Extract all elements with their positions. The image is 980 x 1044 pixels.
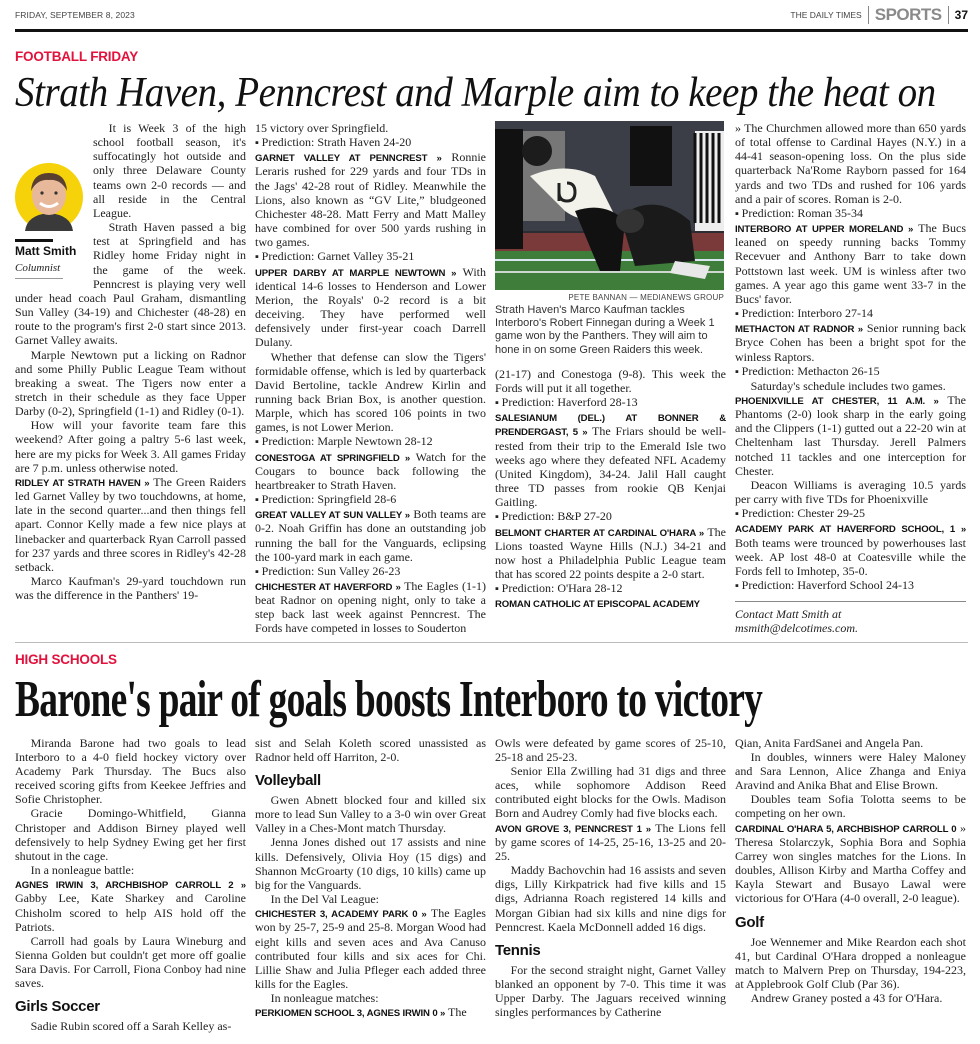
game-kicker: CONESTOGA AT SPRINGFIELD » [255,452,411,464]
top-kicker: FOOTBALL FRIDAY [15,49,139,64]
body-text: The Phantoms (2-0) look sharp in the early going and the Clippers (1-1) gutted out a 22-20 win at Cheltenham last Thursday. Jerell Palmers notched 11 tackles and one interception for Chester. [735,392,966,478]
body-text: The [448,1005,467,1020]
body-text: (21-17) and Conestoga (9-8). This week the Fords will put it all together. [495,366,726,395]
body-text: Owls were defeated by game scores of 25-10, 25-18 and 25-23. [495,735,726,764]
body-text: Prediction: Haverford 28-13 [501,395,638,410]
body-text: » Theresa Stolarczyk, Sophia Bora and Sophia Carrey won singles matches for the Lions. In doubles, Allison Kirby and Martha Coffey and Kayla Stewart and Busayo Lawal were victorious for O'Hara (4-0 overall, 2-0 league). [735,820,966,906]
body-text: Qian, Anita FardSanei and Angela Pan. [735,735,924,750]
body-text: Gracie Domingo-Whitfield, Gianna Christoper and Addison Birney played well defensively to help Sydney Ewing get her first shutout in the cage. [15,806,246,863]
game-preview [255,1005,486,1019]
game-preview [15,877,246,934]
paragraph-continued [495,736,726,764]
body-text: Prediction: Strath Haven 24-20 [261,135,412,150]
paragraph [735,935,966,992]
game-kicker: ACADEMY PARK AT HAVERFORD SCHOOL, 1 » [735,524,966,536]
game-preview [255,906,486,991]
section-divider [15,642,968,643]
paragraph [255,991,486,1005]
subhead-text: Golf [735,913,764,931]
prediction [495,509,726,524]
body-text: Andrew Graney posted a 43 for O'Hara. [750,991,943,1006]
body-text: In doubles, winners were Haley Maloney and Sara Lennon, Alice Zhanga and Eniya Aravind and Anika Bhat and Elise Brown. [735,749,966,793]
game-preview [495,596,726,610]
game-kicker: UPPER DARBY AT MARPLE NEWTOWN » [255,267,457,279]
body-text: The Green Raiders led Garnet Valley by two touchdowns, at home, late in the second quarter...and then things fell apart. Connor Kelly made a few nice plays at linebacker and quarterback Ryan Carroll passed for 237 yards and three scores in Ridley's 42-28 setback. [15,474,246,574]
top-headline: Strath Haven, Penncrest and Marple aim to keep the heat on [15,70,936,116]
bottom-column-1 [15,736,246,1034]
game-kicker: RIDLEY AT STRATH HAVEN » [15,477,150,489]
paragraph-continued [495,367,726,395]
game-kicker: CHICHESTER AT HAVERFORD » [255,582,401,593]
body-text: Joe Wennemer and Mike Reardon each shot 41, but Cardinal O'Hara dropped a nonleague match to Malvern Prep on Thursday, 194-223, at Applebrook Golf Club (Par 36). [735,934,966,991]
prediction [735,206,966,221]
author-box [15,163,85,279]
body-text: Senior Ella Zwilling had 31 digs and three aces, while sophomore Addison Reed contributed eight blocks for the Owls. Madison Born and Audrey Comly had five blocks each. [495,763,726,821]
body-text: In a nonleague battle: [30,863,135,878]
bottom-article [15,736,968,1034]
body-text: The Eagles (1-1) beat Radnor on opening night, only to take a step back last week against Penncrest. The Fords have competed in losses to Souderton [255,579,486,636]
paragraph [15,1019,246,1033]
bottom-headline: Barone's pair of goals boosts Interboro to victory [15,670,763,728]
subhead [495,942,726,960]
game-preview [735,521,966,578]
paragraph [255,793,486,835]
body-text: Deacon Williams is averaging 10.5 yards per carry with five TDs for Phoenixville [735,477,966,507]
paragraph-continued [735,121,966,206]
game-preview [255,507,486,564]
body-text: Sadie Rubin scored off a Sarah Kelley as- [30,1019,232,1034]
author-rule [15,239,53,242]
bottom-column-4 [735,736,966,1006]
game-kicker: METHACTON AT RADNOR » [735,324,863,336]
contact-line [735,601,966,635]
body-text: With identical 14-6 losses to Henderson and Lower Merion, the Royals' 0-2 record is a bit deceiving. They have performed well defensively under first-year coach Darrell Dulany. [255,264,486,350]
subhead-text: Volleyball [255,771,321,789]
game-preview [255,265,486,350]
paragraph [255,892,486,906]
top-column-4 [735,121,966,635]
game-preview [255,150,486,249]
game-preview [495,410,726,509]
subhead [15,998,246,1016]
body-text: Both teams are 0-2. Noah Griffin has done an outstanding job running the ball for the Vanguards, eclipsing the 100-yard mark in each game. [255,507,486,564]
paragraph-continued [255,736,486,764]
body-text: Prediction: Haverford School 24-13 [741,578,914,592]
body-text: Prediction: Roman 35-34 [741,205,863,220]
paragraph [735,478,966,506]
author-name: Matt Smith [15,244,77,258]
paragraph [255,835,486,892]
body-text: sist and Selah Koleth scored unassisted as Radnor held off Harriton, 2-0. [255,735,486,764]
body-text: Carroll had goals by Laura Wineburg and Sienna Golden but couldn't get more off goalie Sara Davis. For Carroll, Fiona Conboy had nine saves. [15,933,246,991]
game-kicker: GREAT VALLEY AT SUN VALLEY » [255,510,410,522]
paragraph-continued [255,121,486,135]
game-preview [495,821,726,863]
paragraph [15,736,246,807]
game-kicker: PHOENIXVILLE AT CHESTER, 11 A.M. » [735,395,939,407]
paragraph [495,764,726,821]
game-kicker: INTERBORO AT UPPER MORELAND » [735,224,914,236]
body-text: The Lions fell by game scores of 14-25, 25-16, 13-25 and 20-25. [495,820,726,863]
bottom-kicker: HIGH SCHOOLS [15,651,117,667]
body-text: Maddy Bachovchin had 16 assists and seven digs, Lilly Kirkpatrick had five kills and 15 digs, Adrianna Roach registered 14 kills and Morgan Gibian had six kills and nine digs for Penncrest. Kaela McDonnell added 16 digs. [495,863,726,934]
paragraph [15,348,246,419]
body-text: » The Churchmen allowed more than 650 yards of total offense to Cardinal Hayes (N.Y.) in a 44-41 season-opening loss. On the plus side quarterback Na'Rome Rayborn passed for 164 yards and two TDs and rushed for 106 yards and a pair of scores. Roman is 2-0. [735,121,966,206]
photo-credit: PETE BANNAN — MEDIANEWS GROUP [568,293,724,302]
body-text: The Lions toasted Wayne Hills (N.J.) 34-21 and now host a Philadelphia Public League team that has scored 22 points despite a 2-0 start. [495,524,726,581]
game-kicker: AVON GROVE 3, PENNCREST 1 » [495,823,651,835]
subhead [255,772,486,790]
body-text: The Friars should be well-rested from their trip to the Emerald Isle two weeks ago where they defeated NFL Academy (United Kingdom), 34-24. Jalil Hall caught three TD passes from rookie QB Kenjai Gaitling. [495,424,726,510]
photo-caption: Strath Haven's Marco Kaufman tackles Interboro's Robert Finnegan during a Week 1 game won by the Panthers. They will aim to hone in on some Green Raiders this week. [495,304,715,356]
body-text: Prediction: Springfield 28-6 [261,492,397,507]
prediction [255,564,486,579]
prediction [255,135,486,150]
paragraph [735,991,966,1005]
prediction [255,249,486,264]
body-text: Prediction: Methacton 26-15 [741,363,880,378]
top-article [15,121,968,636]
paragraph [15,574,246,602]
game-kicker: PERKIOMEN SCHOOL 3, AGNES IRWIN 0 » [255,1008,446,1020]
body-text: Senior running back Bryce Cohen has been a bright spot for the winless Raptors. [735,321,967,364]
game-preview [735,393,966,478]
paragraph [735,750,966,792]
paragraph [495,963,726,1020]
divider [868,6,869,24]
bottom-headline-wrap [15,670,968,732]
game-kicker: ROMAN CATHOLIC AT EPISCOPAL ACADEMY [495,599,700,611]
body-text: Prediction: B&P 27-20 [501,509,612,524]
author-title: Columnist [15,262,63,279]
paragraph [255,350,486,435]
body-text: 15 victory over Springfield. [255,121,389,135]
body-text: In the Del Val League: [270,892,379,907]
paper-name: THE DAILY TIMES [790,9,862,20]
prediction [255,434,486,449]
game-preview [735,821,966,906]
top-headline-wrap [15,69,968,119]
subhead-text: Girls Soccer [15,998,100,1016]
body-text: Prediction: Marple Newtown 28-12 [261,434,433,449]
game-kicker: CARDINAL O'HARA 5, ARCHBISHOP CARROLL 0 [735,823,957,835]
game-kicker: AGNES IRWIN 3, ARCHBISHOP CARROLL 2 » [15,880,246,892]
prediction [495,395,726,410]
body-text: How will your favorite team fare this weekend? After going a paltry 5-6 last week, here are my picks for Week 3. All games Friday are 7 p.m. unless otherwise noted. [15,418,246,475]
body-text: Contact Matt Smith at msmith@delcotimes.com. [735,607,859,636]
body-text: The Bucs leaned on speedy running backs Tommy Recevuer and Anthony Barr to take down Pottstown last week. UM is winless after two games. A year ago this game went 33-7 in the Bucs' favor. [735,221,966,306]
prediction [735,306,966,321]
subhead-text: Tennis [495,941,541,959]
prediction [735,364,966,379]
body-text: Prediction: O'Hara 28-12 [501,581,623,596]
body-text: Doubles team Sofia Tolotta seems to be competing on her own. [735,792,966,821]
game-kicker: BELMONT CHARTER AT CARDINAL O'HARA » [495,527,705,539]
body-text: For the second straight night, Garnet Valley blanked an opponent by 7-0. This time it was Upper Darby. The Jaguars received winning singles performances by Catherine [495,962,726,1020]
paragraph [15,806,246,863]
body-text: Marco Kaufman's 29-yard touchdown run was the difference in the Panthers' 19- [15,574,246,603]
body-text: Saturday's schedule includes two games. [750,378,946,393]
game-kicker: SALESIANUM (DEL.) AT BONNER & PRENDERGAST, 5 » [495,413,726,439]
paragraph [735,379,966,393]
top-column-3-text [495,367,726,611]
bottom-column-2 [255,736,486,1020]
prediction [255,492,486,507]
paragraph-continued [735,736,966,750]
header-rule [15,29,968,32]
body-text: Both teams were trounced by powerhouses last week. AP lost 48-0 at Coatesville while the Fords fell to Imhotep, 35-0. [735,535,966,578]
author-headshot-icon [15,163,83,231]
body-text: Miranda Barone had two goals to lead Interboro to a 4-0 field hockey victory over Academy Park Thursday. The Bucs also received scoring gifts from Keekee Jeffries and Sofie Christopher. [15,735,246,807]
paragraph [15,863,246,877]
game-preview [735,321,966,363]
body-text: Prediction: Garnet Valley 35-21 [261,249,415,264]
body-text: Watch for the Cougars to bounce back following the heartbreaker to Strath Haven. [255,449,486,492]
body-text: Jenna Jones dished out 17 assists and nine kills. Defensively, Olivia Hoy (15 digs) and Shannon McGroarty (10 digs, 10 kills) came up big for the Vanguards. [255,835,486,892]
body-text: It is Week 3 of the high school football season, it's suffocatingly hot outside and only three Delaware County teams own 2-0 records — and all reside in the Central League. [93,121,246,220]
game-preview [735,221,966,306]
body-text: The Eagles won by 25-7, 25-9 and 25-8. Morgan Wood had eight kills and seven aces and Ava Canuso contributed four kills and six aces for Chi. Lillie Shaw and Julia Pfleger each added three kills for the Eagles. [255,906,486,991]
game-preview [255,579,486,636]
body-text: Strath Haven passed a big test at Springfield and has Ridley home Friday night in the game of the week. Penncrest is playing very well under head coach Paul Graham, dismantling Sun Valley (34-19) and Chichester (48-28) en route to the program's first 2-0 start since 2013. Garnet Valley awaits. [15,220,246,348]
top-column-3 [495,121,726,610]
body-text: Gabby Lee, Kate Sharkey and Caroline Chisholm scored to help AIS hold off the Patriots. [15,891,246,934]
football-tackle-photo-icon [495,121,724,290]
top-column-1 [15,121,246,602]
page-header [15,0,968,29]
body-text: Gwen Abnett blocked four and killed six more to lead Sun Valley to a 3-0 win over Great Valley in a Ches-Mont match Thursday. [255,792,486,836]
prediction [735,506,966,521]
body-text: Prediction: Chester 29-25 [741,506,865,521]
paragraph [15,934,246,991]
prediction [495,581,726,596]
paragraph [495,863,726,934]
paragraph [735,792,966,820]
game-kicker: CHICHESTER 3, ACADEMY PARK 0 » [255,909,427,921]
body-text: Prediction: Sun Valley 26-23 [261,563,401,578]
masthead [790,5,968,25]
bottom-column-3 [495,736,726,1020]
divider [948,6,949,24]
paragraph [15,418,246,475]
body-text: In nonleague matches: [270,991,379,1006]
top-column-2 [255,121,486,636]
body-text: Prediction: Interboro 27-14 [741,306,873,321]
body-text: Marple Newtown put a licking on Radnor and some Philly Public League Team without breaking a sweat. The Tigers now enter a stretch in their schedule as they face Upper Darby (0-2), Springfield (1-1) and Ridley (0-1). [15,347,246,419]
page-number: 37 [954,7,968,22]
body-text: Ronnie Leraris rushed for 229 yards and four TDs in the Jags' 42-28 rout of Ridley. Meanwhile the Lions, also known as “GV Lite,” bludgeoned Chichester 48-28. Matt Ferry and Matt Malley have combined for over 500 yards rushing in two games. [255,150,487,250]
prediction [735,578,966,593]
game-preview [495,525,726,582]
subhead [735,914,966,932]
game-preview [15,475,246,574]
issue-date: FRIDAY, SEPTEMBER 8, 2023 [15,9,135,20]
game-preview [255,450,486,492]
game-kicker: GARNET VALLEY AT PENNCREST » [255,153,442,165]
section-name: SPORTS [874,4,942,24]
body-text: Whether that defense can slow the Tigers' formidable offense, which is led by quarterback David Bertoline, tackle Andrew Kirlin and running back Brian Box, is another question. Marple, which has scored 106 points in two games, is not Lower Merion. [255,349,486,435]
